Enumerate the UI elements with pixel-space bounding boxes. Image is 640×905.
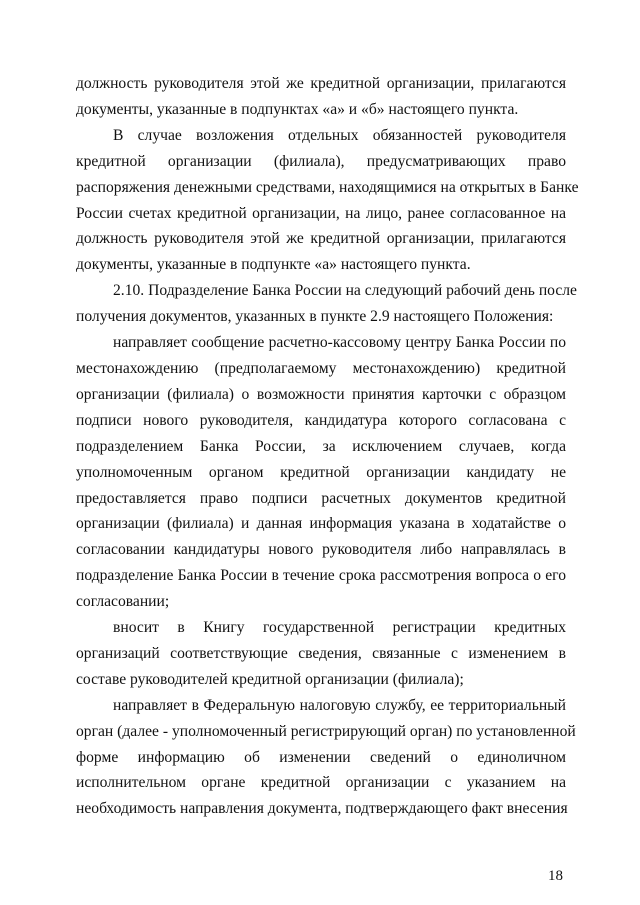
text-line: предоставляется право подписи расчетных документов кредитной <box>76 489 566 507</box>
paragraph-tax-service <box>76 693 576 823</box>
text-line: получения документов, указанных в пункте 2.9 настоящего Положения: <box>76 308 554 326</box>
text-line: орган (далее - уполномоченный регистрирующий орган) по установленной <box>76 722 576 740</box>
page-number: 18 <box>548 868 563 884</box>
text-line: В случае возложения отдельных обязанностей руководителя <box>113 126 566 144</box>
text-line: документы, указанные в подпункте «а» настоящего пункта. <box>76 256 471 274</box>
paragraph-sends-message <box>76 330 566 615</box>
text-line: согласовании кандидатуры нового руководителя либо направлялась в <box>76 541 566 559</box>
text-line: распоряжения денежными средствами, находящимися на открытых в Банке <box>76 178 579 196</box>
text-line: документы, указанные в подпунктах «а» и «б» настоящего пункта. <box>76 100 519 118</box>
text-line: организации (филиала) о возможности принятия карточки с образцом <box>76 385 566 403</box>
text-line: России счетах кредитной организации, на лицо, ранее согласованное на <box>76 204 566 222</box>
text-line: исполнительном органе кредитной организации с указанием на <box>76 774 566 792</box>
text-line: должность руководителя этой же кредитной организации, прилагаются <box>76 230 566 248</box>
text-line: направляет сообщение расчетно-кассовому центру Банка России по <box>113 334 566 352</box>
paragraph-registry-book <box>76 615 566 693</box>
text-line: организации (филиала) и данная информация указана в ходатайстве о <box>76 515 566 533</box>
text-line: организаций соответствующие сведения, связанные с изменением в <box>76 644 566 662</box>
text-line: должность руководителя этой же кредитной организации, прилагаются <box>76 75 566 92</box>
text-line: подразделение Банка России в течение срока рассмотрения вопроса о его <box>76 567 566 585</box>
paragraph-documents-attached <box>76 71 566 123</box>
text-line: кредитной организации (филиала), предусматривающих право <box>76 152 566 170</box>
paragraph-section-2-10 <box>76 278 577 330</box>
text-line: согласовании; <box>76 593 170 611</box>
text-line: форме информацию об изменении сведений о единоличном <box>76 748 566 766</box>
text-line: вносит в Книгу государственной регистрации кредитных <box>113 619 566 637</box>
text-line: подписи нового руководителя, кандидатура которого согласована с <box>76 411 566 429</box>
text-line: направляет в Федеральную налоговую службу, ее территориальный <box>113 696 566 714</box>
text-line: местонахождению (предполагаемому местонахождению) кредитной <box>76 359 566 377</box>
text-line: необходимость направления документа, подтверждающего факт внесения <box>76 800 568 818</box>
document-body <box>76 71 579 822</box>
text-line: составе руководителей кредитной организации (филиала); <box>76 670 464 688</box>
text-line: уполномоченным органом кредитной организации кандидату не <box>76 463 566 481</box>
paragraph-duties-assignment <box>76 123 579 278</box>
text-line: подразделением Банка России, за исключением случаев, когда <box>76 437 566 455</box>
text-line: 2.10. Подразделение Банка России на следующий рабочий день после <box>113 282 577 300</box>
